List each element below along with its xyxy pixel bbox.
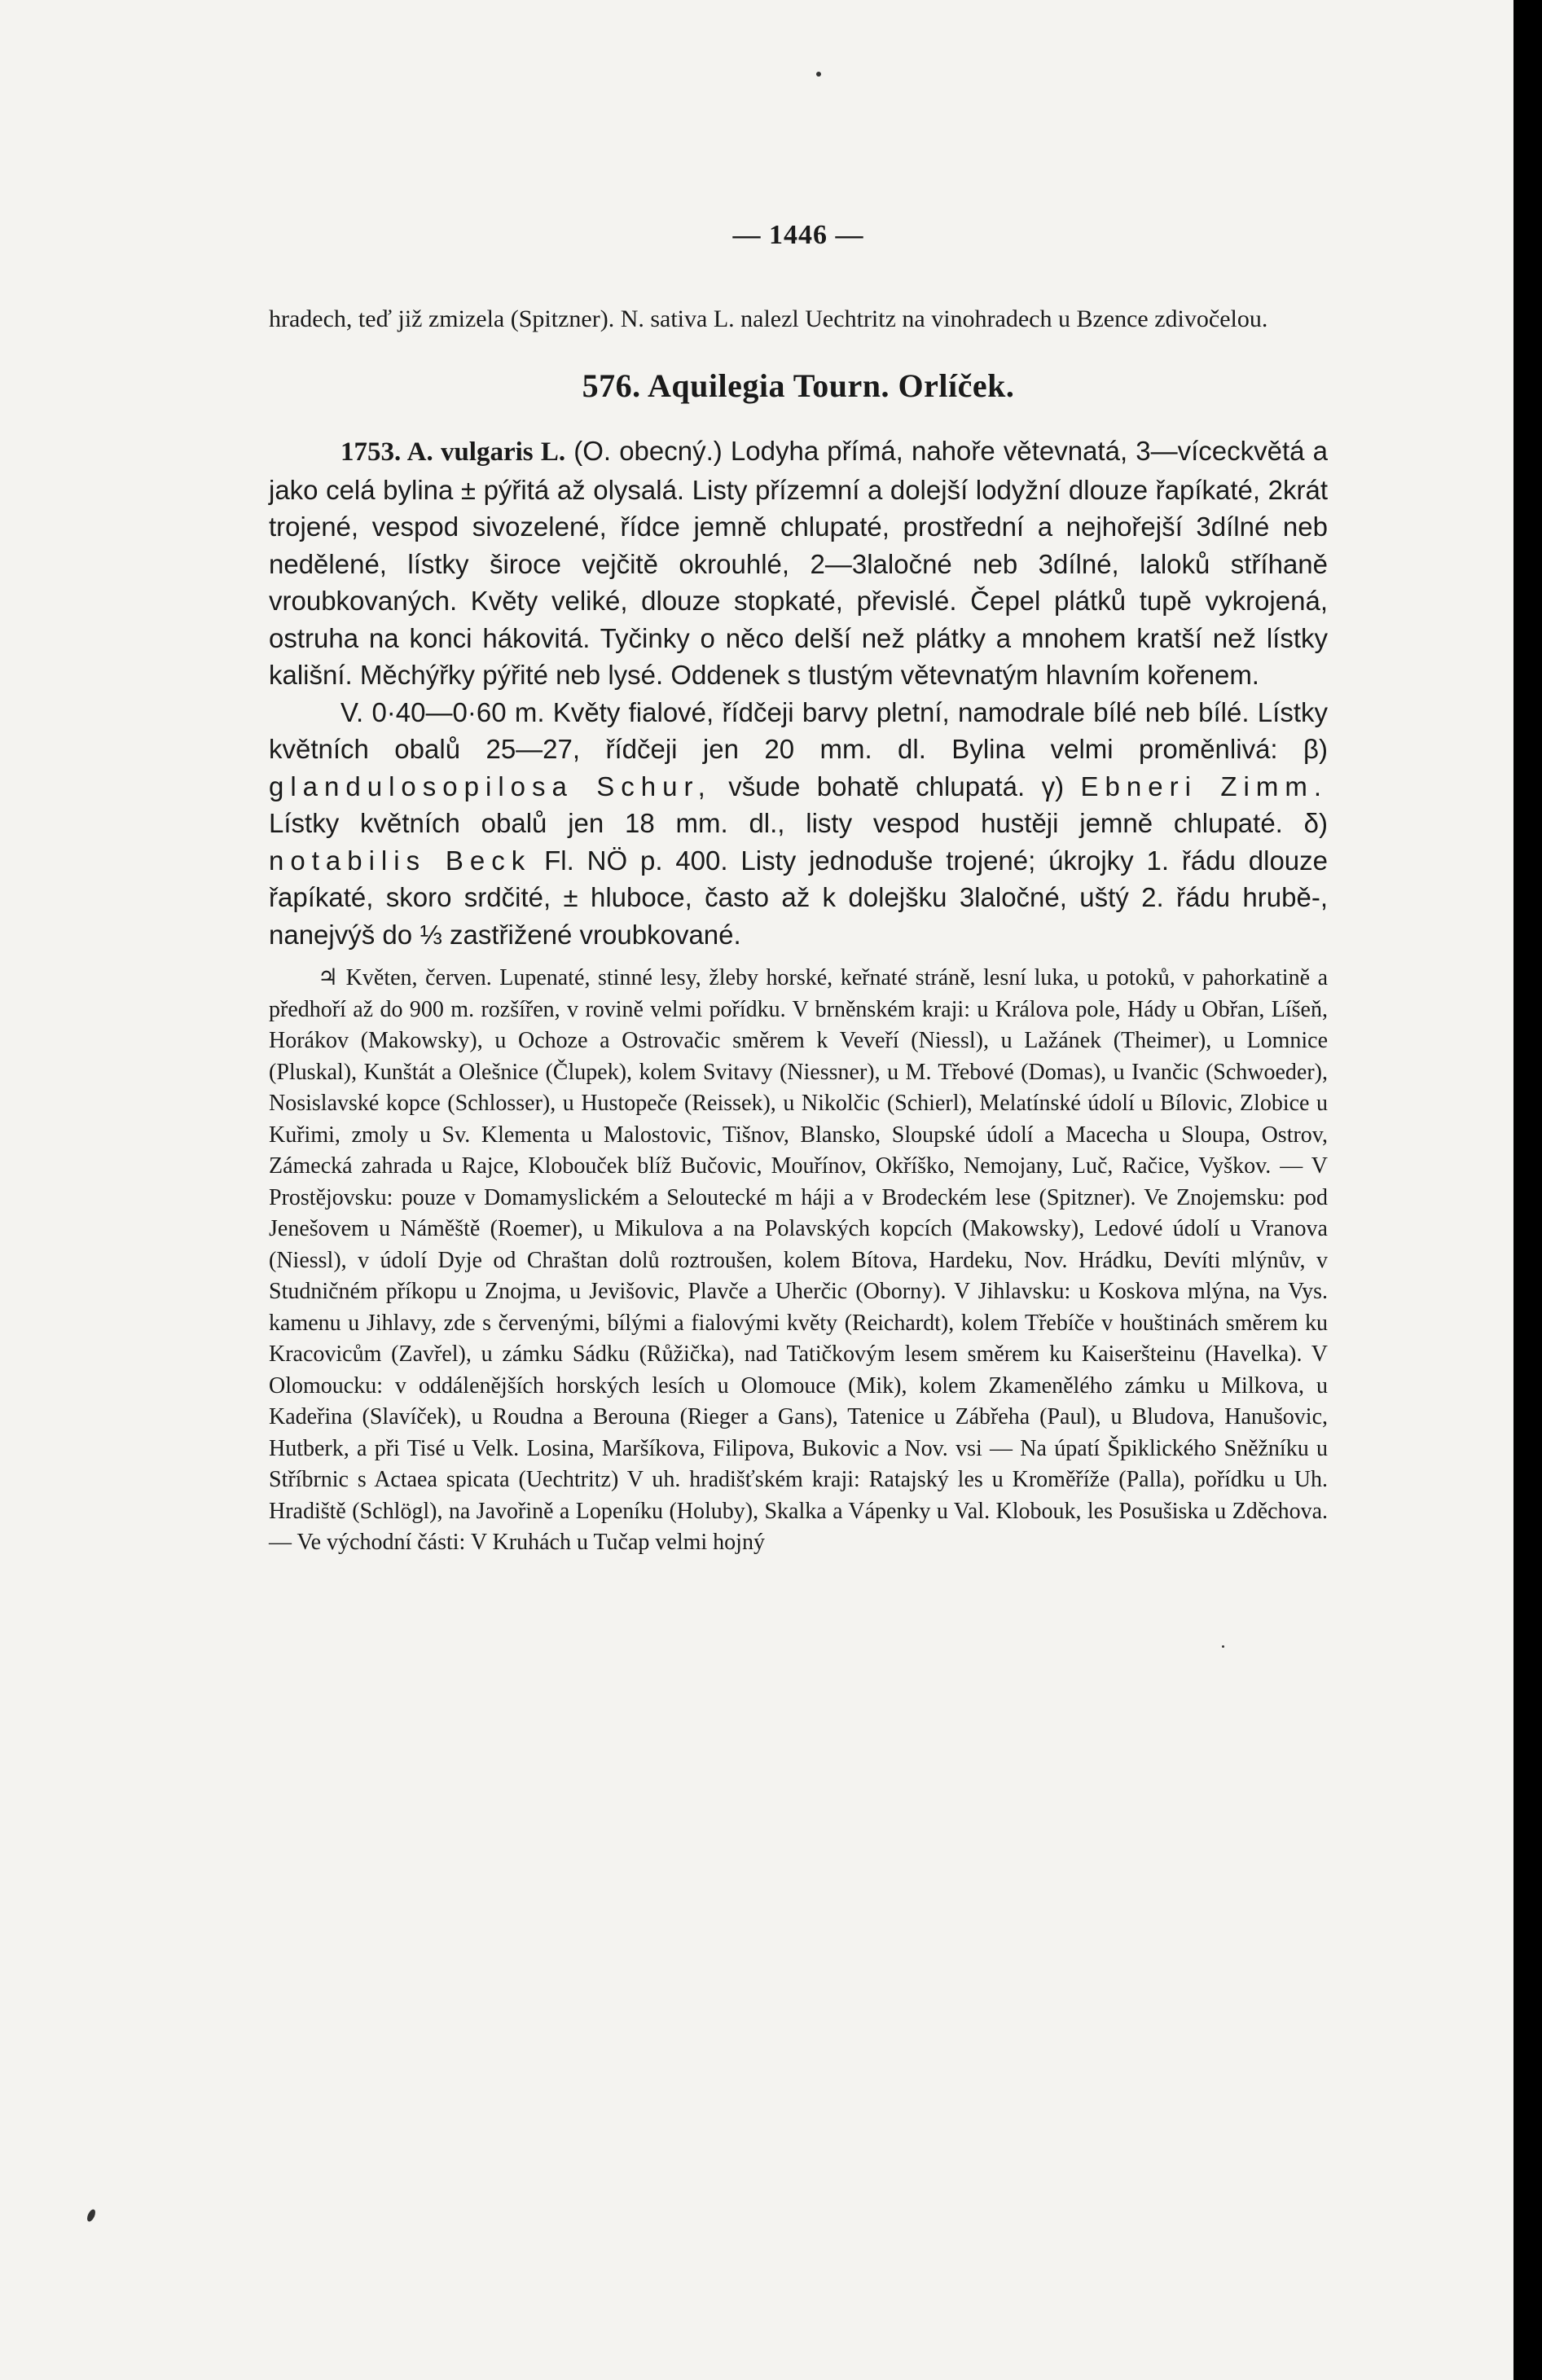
variety-delta-name: notabilis Beck	[269, 845, 532, 876]
variety-gamma-text: Lístky květních obalů jen 18 mm. dl., listy vespod hustěji jemně chlupaté.	[269, 808, 1304, 838]
scan-speck	[816, 72, 821, 77]
variety-beta-text: všude bohatě chlupatá.	[711, 771, 1042, 801]
variety-gamma-name: Ebneri Zimm.	[1080, 771, 1328, 801]
dimensions-text: V. 0·40—0·60 m. Květy fialové, řídčeji barvy pletní, namodrale bílé neb bílé. Lístky květních obalů 25—27, řídčeji jen 20 mm. dl. Bylina velmi proměnlivá:	[269, 696, 1328, 764]
page-number: — 1446 —	[732, 220, 864, 250]
variety-beta-label: β)	[1303, 734, 1328, 764]
species-paragraph	[269, 433, 1328, 694]
variety-delta-label: δ)	[1303, 808, 1328, 838]
species-name: 1753. A. vulgaris L.	[340, 437, 566, 467]
page-content	[269, 220, 1328, 1582]
species-description	[269, 433, 1328, 953]
scan-border	[1513, 0, 1542, 2380]
variety-delta-text: Fl. NÖ p. 400. Listy jednoduše trojené; úkrojky 1. řádu dlouze řapíkaté, skoro srdčité, ± hluboce, často až k dolejšku 3laločné, uštý 2. řádu hrubě-, nanejvýš do ⅓ zastřižené vroubkované.	[269, 845, 1328, 950]
genus-heading: 576. Aquilegia Tourn. Orlíček.	[582, 367, 1015, 404]
continued-paragraph: hradech, teď již zmizela (Spitzner). N. sativa L. nalezl Uechtritz na vinohradech u Bzence zdivočelou.	[269, 305, 1268, 332]
scan-speck	[1222, 1645, 1224, 1648]
scan-speck	[86, 2208, 97, 2223]
variety-gamma-label: γ)	[1041, 771, 1065, 801]
varieties-paragraph	[269, 694, 1328, 954]
variety-beta-name: glandulosopilosa Schur,	[269, 771, 712, 801]
species-text: (O. obecný.) Lodyha přímá, nahoře větevnatá, 3—víceckvětá a jako celá bylina ± pýřitá až olysalá. Listy přízemní a dolejší lodyžní dlouze řapíkaté, 2krát trojené, vespod sivozelené, řídce jemně chlupaté, prostřední a nejhořejší 3dílné neb nedělené, lístky široce vejčitě okrouhlé, 2—3laločné neb 3dílné, laloků stříhaně vroubkovaných. Květy veliké, dlouze stopkaté, převislé. Čepel plátků tupě vykrojená, ostruha na konci hákovitá. Tyčinky o něco delší než plátky a mnohem kratší než lístky kališní. Měchýřky pýřité neb lysé. Oddenek s tlustým větevnatým hlavním kořenem.	[269, 436, 1328, 690]
distribution-paragraph: ♃ Květen, červen. Lupenaté, stinné lesy, žleby horské, keřnaté stráně, lesní luka, u potoků, v pahorkatině a předhoří až do 900 m. rozšířen, v rovině velmi pořídku. V brněnském kraji: u Králova pole, Hády u Obřan, Líšeň, Horákov (Makowsky), u Ochoze a Ostrovačic směrem k Veveří (Niessl), u Lažánek (Theimer), u Lomnice (Pluskal), Kunštát a Olešnice (Člupek), kolem Svitavy (Niessner), u M. Třebové (Domas), u Ivančic (Schwoeder), Nosislavské kopce (Schlosser), u Hustopeče (Reissek), u Nikolčic (Schierl), Melatínské údolí u Bílovic, Zlobice u Kuřimi, zmoly u Sv. Klementa u Malostovic, Tišnov, Blansko, Sloupské údolí a Macecha u Sloupa, Ostrov, Zámecká zahrada u Rajce, Klobouček blíž Bučovic, Mouřínov, Okříško, Nemojany, Luč, Račice, Vyškov. — V Prostějovsku: pouze v Domamyslickém a Seloutecké m háji a v Brodeckém lese (Spitzner). Ve Znojemsku: pod Jenešovem u Náměště (Roemer), u Mikulova a na Polavských kopcích (Makowsky), Ledové údolí u Vranova (Niessl), v údolí Dyje od Chraštan dolů roztroušen, kolem Bítova, Hardeku, Nov. Hrádku, Devíti mlýnův, v Studničném příkopu u Znojma, u Jevišovic, Plavče a Uherčic (Oborny). V Jihlavsku: u Koskova mlýna, na Vys. kamenu u Jihlavy, zde s červenými, bílými a fialovými květy (Reichardt), kolem Třebíče v houštinách směrem ku Kracovicům (Zavřel), u zámku Sádku (Růžička), nad Tatičkovým lesem směrem ku Kaiseršteinu (Havelka). V Olomoucku: v oddálenějších horských lesích u Olomouce (Mik), kolem Zkamenělého zámku u Milkova, u Kadeřina (Slavíček), u Roudna a Berouna (Rieger a Gans), Tatenice u Zábřeha (Paul), u Bludova, Hanušovic, Hutberk, a při Tisé u Velk. Losina, Maršíkova, Filipova, Bukovic a Nov. vsi — Na úpatí Špiklického Sněžníku u Stříbrnic s Actaea spicata (Uechtritz) V uh. hradišťském kraji: Ratajský les u Kroměříže (Palla), pořídku u Uh. Hradiště (Schlögl), na Javořině a Lopeníku (Holuby), Skalka a Vápenky u Val. Klobouk, les Posušiska u Zděchova. — Ve východní části: V Kruhách u Tučap velmi hojný	[269, 965, 1328, 1555]
